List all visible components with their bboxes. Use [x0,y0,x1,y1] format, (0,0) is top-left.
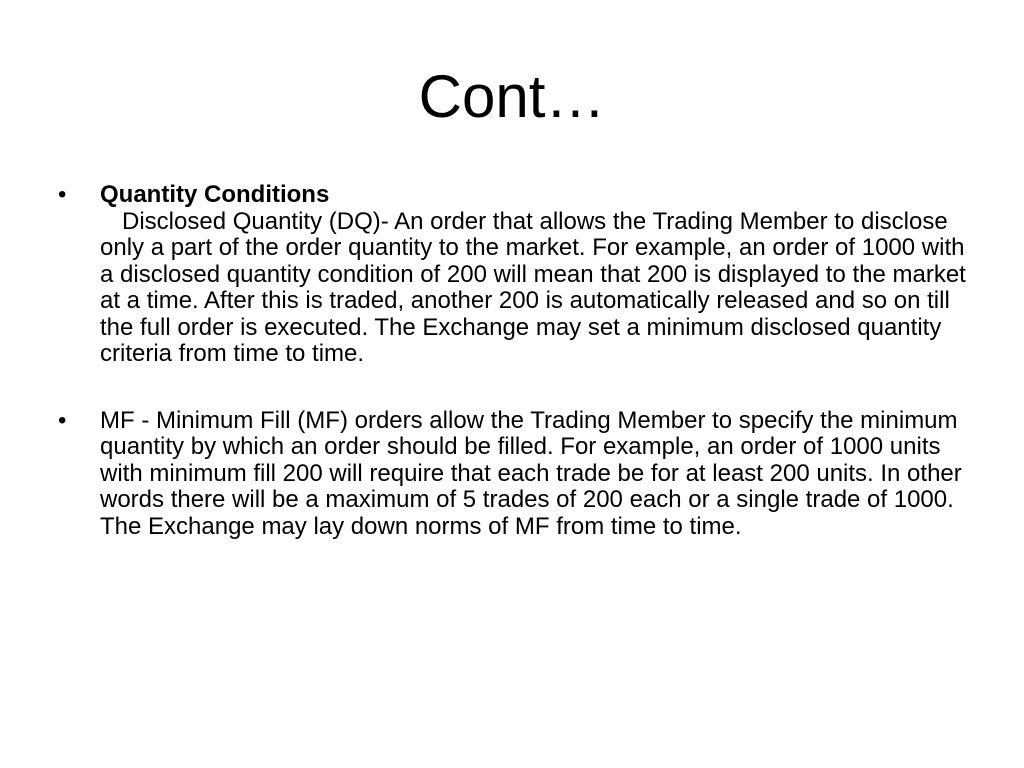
bullet-marker: • [58,406,67,434]
bullet-heading: Quantity Conditions [100,181,330,208]
bullet-marker: • [58,181,67,208]
bullet-body-disclosed-quantity: Disclosed Quantity (DQ)- An order that allows the Trading Member to disclose only a part of the order quantity to the market. For example, an order of 1000 with a disclosed quantity condition of 200 will mean that 200 is displayed to the market at a time. After this is traded, another 200 is automatically released and so on till the full order is executed. The Exchange may set a minimum disclosed quantity criteria from time to time. [100,207,966,367]
bullet-item-minimum-fill [58,408,968,541]
bullet-item-quantity-conditions [58,182,968,368]
bullet-text-minimum-fill: MF - Minimum Fill (MF) orders allow the Trading Member to specify the minimum quantity by which an order should be filled. For example, an order of 1000 units with minimum fill 200 will require that each trade be for at least 200 units. In other words there will be a maximum of 5 trades of 200 each or a single trade of 1000. The Exchange may lay down norms of MF from time to time. [100,406,962,540]
bullet-list [58,182,968,540]
slide-title: Cont… [418,63,606,130]
